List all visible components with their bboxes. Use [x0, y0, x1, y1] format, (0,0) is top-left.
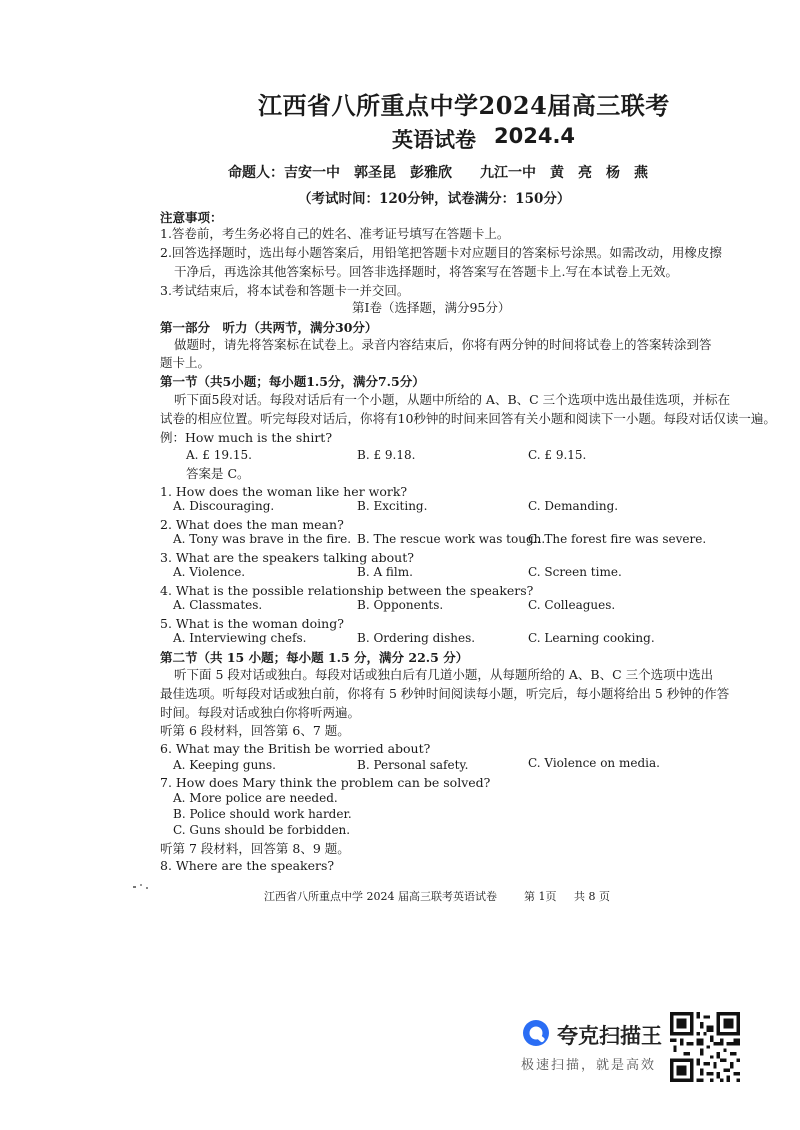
q2-option-a: A. Tony was brave in the fire.: [173, 532, 352, 546]
q2-option-b: B. The rescue work was tough.: [357, 532, 546, 546]
q3-option-a: A. Violence.: [173, 565, 246, 579]
question-4: 4. What is the possible relationship between the speakers?: [160, 583, 534, 598]
q6-option-b: B. Personal safety.: [357, 758, 469, 772]
exam-title: 江西省八所重点中学2024届高三联考: [258, 91, 670, 120]
page-number: 第 1页: [524, 890, 557, 903]
q3-option-b: B. A film.: [357, 565, 413, 579]
exam-date: 2024.4: [494, 124, 576, 148]
section2-heading: 第二节（共 15 小题；每小题 1.5 分，满分 22.5 分）: [160, 650, 469, 665]
quark-logo-icon: [521, 1018, 551, 1048]
exam-subtitle: 英语试卷: [392, 127, 476, 152]
question-8: 8. Where are the speakers?: [160, 858, 335, 873]
note-2: 2.回答选择题时，选出每小题答案后，用铅笔把答题卡对应题目的答案标号涂黑。如需改动，用橡皮擦: [160, 245, 722, 260]
scan-speck: [133, 886, 136, 888]
part1-heading: 第一部分 听力（共两节，满分30分）: [160, 320, 378, 335]
note-1: 1.答卷前，考生务必将自己的姓名、准考证号填写在答题卡上。: [160, 226, 510, 241]
question-3: 3. What are the speakers talking about?: [160, 550, 414, 565]
material-6-label: 听第 6 段材料，回答第 6、7 题。: [160, 723, 350, 738]
example-option-b: B. £ 9.18.: [357, 448, 416, 462]
q7-option-a: A. More police are needed.: [173, 791, 338, 805]
q5-option-c: C. Learning cooking.: [528, 631, 655, 645]
q6-option-c: C. Violence on media.: [528, 756, 660, 770]
section2-intro-cont: 最佳选项。听每段对话或独白前，你将有 5 秒钟时间阅读每小题，听完后，每小题将给出 5 秒钟的作答: [160, 686, 730, 701]
scanner-slogan: 极速扫描，就是高效: [521, 1058, 657, 1073]
question-7: 7. How does Mary think the problem can be solved?: [160, 775, 491, 790]
q1-option-c: C. Demanding.: [528, 499, 619, 513]
section1-heading: 第一节（共5小题；每小题1.5分，满分7.5分）: [160, 374, 425, 389]
q5-option-b: B. Ordering dishes.: [357, 631, 476, 645]
part1-intro: 做题时，请先将答案标在试卷上。录音内容结束后，你将有两分钟的时间将试卷上的答案转涂到答: [174, 337, 712, 352]
q1-option-b: B. Exciting.: [357, 499, 428, 513]
note-2-cont: 干净后，再选涂其他答案标号。回答非选择题时，将答案写在答题卡上.写在本试卷上无效。: [174, 264, 678, 279]
material-7-label: 听第 7 段材料，回答第 8、9 题。: [160, 841, 350, 856]
notes-heading: 注意事项：: [160, 210, 223, 225]
exam-info: （考试时间：120分钟，试卷满分：150分）: [298, 191, 571, 207]
page-footer-title: 江西省八所重点中学 2024 届高三联考英语试卷: [264, 890, 497, 903]
question-2: 2. What does the man mean?: [160, 517, 344, 532]
page-total: 共 8 页: [574, 890, 610, 903]
example-answer: 答案是 C。: [186, 466, 250, 481]
part1-intro-cont: 题卡上。: [160, 355, 211, 370]
question-6: 6. What may the British be worried about?: [160, 741, 431, 756]
question-5: 5. What is the woman doing?: [160, 616, 344, 631]
section1-intro: 听下面5段对话。每段对话后有一个小题，从题中所给的 A、B、C 三个选项中选出最佳选项，并标在: [174, 392, 731, 407]
q5-option-a: A. Interviewing chefs.: [173, 631, 307, 645]
qr-code-icon: [670, 1012, 740, 1082]
exam-authors: 命题人：吉安一中 郭圣昆 彭雅欣 九江一中 黄 亮 杨 燕: [228, 165, 648, 181]
section1-intro-cont: 试卷的相应位置。听完每段对话后，你将有10秒钟的时间来回答有关小题和阅读下一小题。每段对话仅读一遍。: [160, 411, 776, 426]
q3-option-c: C. Screen time.: [528, 565, 622, 579]
q4-option-a: A. Classmates.: [173, 598, 263, 612]
q7-option-b: B. Police should work harder.: [173, 807, 352, 821]
q1-option-a: A. Discouraging.: [173, 499, 275, 513]
volume-heading: 第Ⅰ卷（选择题，满分95分）: [352, 300, 511, 315]
example-option-a: A. £ 19.15.: [186, 448, 252, 462]
example-question: 例：How much is the shirt?: [160, 430, 333, 445]
q4-option-c: C. Colleagues.: [528, 598, 616, 612]
scanner-app-name: 夸克扫描王: [557, 1024, 662, 1048]
question-1: 1. How does the woman like her work?: [160, 484, 408, 499]
q2-option-c: C. The forest fire was severe.: [528, 532, 707, 546]
section2-intro-end: 时间。每段对话或独白你将听两遍。: [160, 705, 361, 720]
example-option-c: C. £ 9.15.: [528, 448, 587, 462]
scan-speck: [146, 887, 148, 889]
q7-option-c: C. Guns should be forbidden.: [173, 823, 351, 837]
q6-option-a: A. Keeping guns.: [173, 758, 276, 772]
scan-speck: [140, 884, 142, 886]
note-3: 3.考试结束后，将本试卷和答题卡一并交回。: [160, 283, 410, 298]
section2-intro: 听下面 5 段对话或独白。每段对话或独白后有几道小题，从每题所给的 A、B、C 三个选项中选出: [174, 667, 714, 682]
q4-option-b: B. Opponents.: [357, 598, 444, 612]
